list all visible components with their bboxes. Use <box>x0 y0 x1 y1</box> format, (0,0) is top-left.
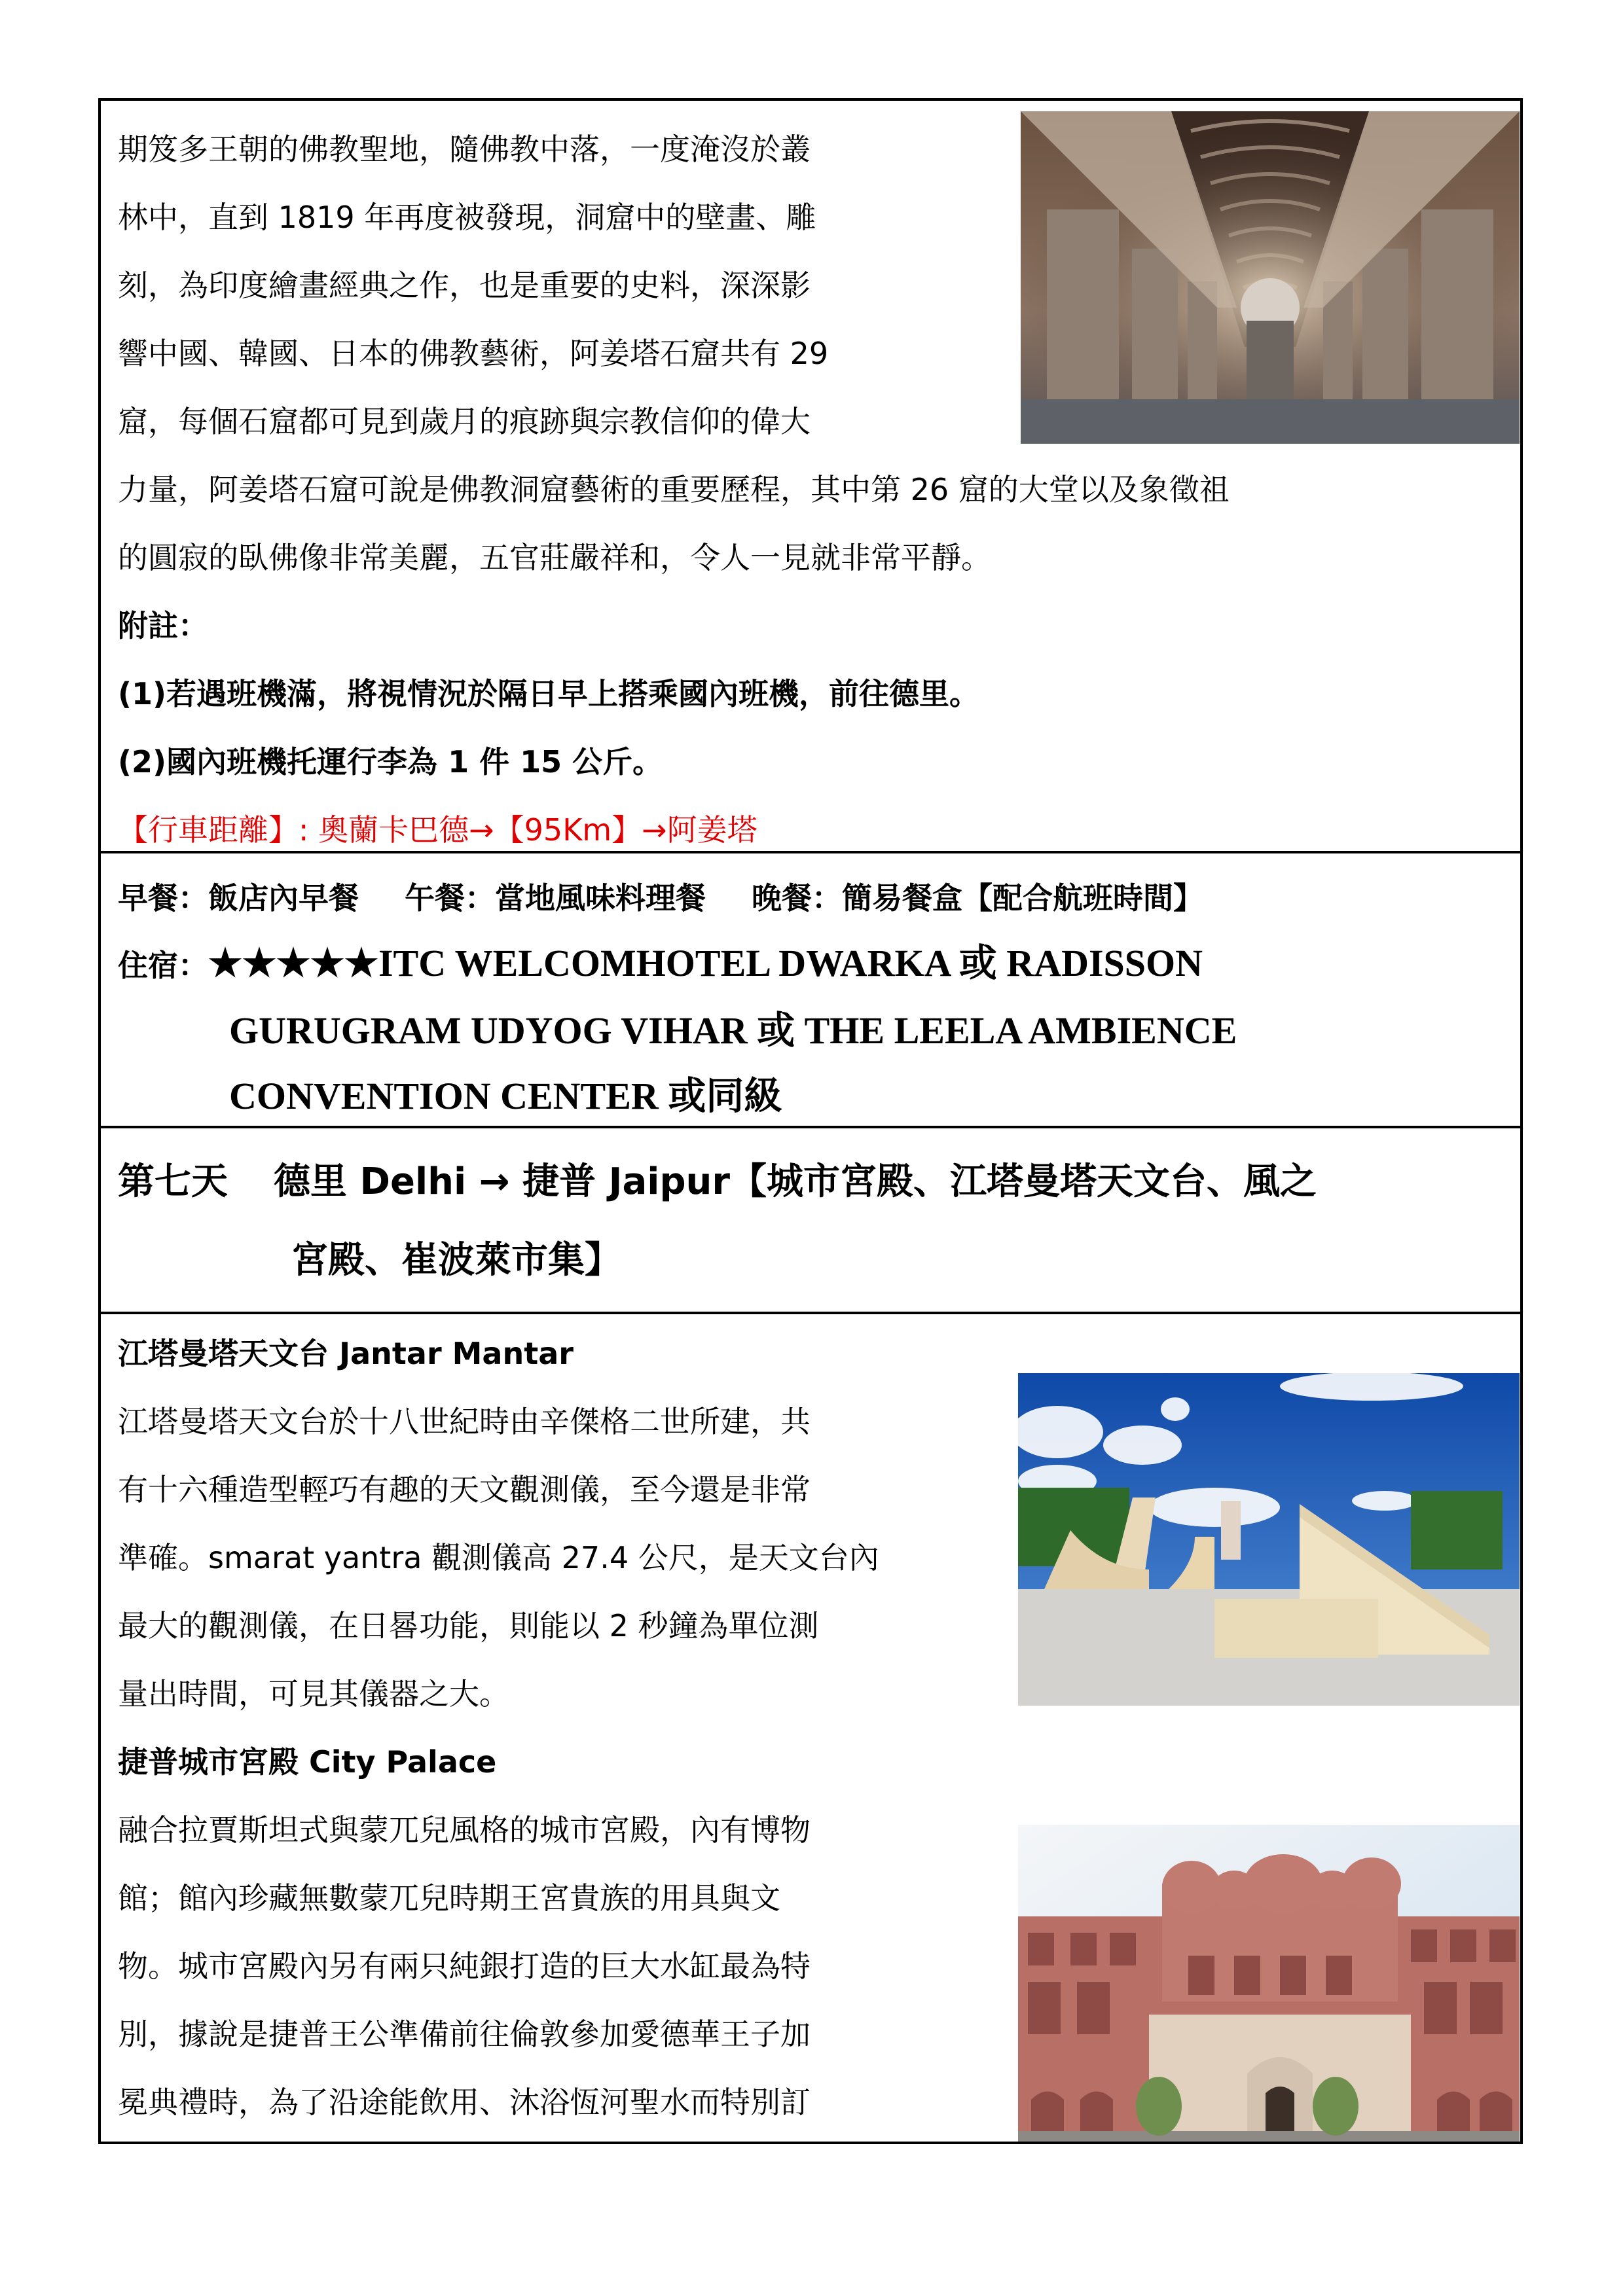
body-line: 準確。smarat yantra 觀測儀高 27.4 公尺，是天文台內 <box>118 1540 879 1575</box>
day-title <box>101 1143 1520 1221</box>
city-palace-photo <box>1018 1825 1520 2142</box>
ajanta-cave-interior-photo <box>1021 111 1520 444</box>
body-line: 有十六種造型輕巧有趣的天文觀測儀，至今還是非常 <box>118 1472 811 1507</box>
body-line: 窟，每個石窟都可見到歲月的痕跡與宗教信仰的偉大 <box>118 404 811 439</box>
day-label: 第七天 <box>118 1160 228 1203</box>
body-line: 響中國、韓國、日本的佛教藝術，阿姜塔石窟共有 29 <box>118 336 829 371</box>
hotel-options-cont: GURUGRAM UDYOG VIHAR 或 THE LEELA AMBIENCE <box>229 1009 1237 1052</box>
hotel-options-cont: CONVENTION CENTER 或同級 <box>229 1075 782 1117</box>
palace-image-icon <box>1018 1825 1520 2142</box>
driving-distance: 【行車距離】: 奧蘭卡巴德→【95Km】→阿姜塔 <box>118 812 757 848</box>
body-line: 江塔曼塔天文台於十八世紀時由辛傑格二世所建，共 <box>118 1404 811 1439</box>
lunch-info: 午餐：當地風味料理餐 <box>405 880 706 916</box>
body-line: 期笈多王朝的佛教聖地，隨佛教中落，一度淹沒於叢 <box>118 132 811 167</box>
body-line: 別，據說是捷普王公準備前往倫敦參加愛德華王子加 <box>118 2017 811 2052</box>
body-line: 刻，為印度繪畫經典之作，也是重要的史料，深深影 <box>118 268 811 303</box>
breakfast-info: 早餐：飯店內早餐 <box>118 880 359 916</box>
body-line: 量出時間，可見其儀器之大。 <box>118 1676 509 1712</box>
body-line: 最大的觀測儀，在日晷功能，則能以 2 秒鐘為單位測 <box>118 1608 819 1643</box>
body-line: 力量，阿姜塔石窟可說是佛教洞窟藝術的重要歷程，其中第 26 窟的大堂以及象徵祖 <box>118 472 1230 507</box>
route-cont: 宮殿、崔波萊市集】 <box>291 1239 621 1282</box>
lodging-label: 住宿： <box>118 948 208 983</box>
body-line: 冕典禮時，為了沿途能飲用、沐浴恆河聖水而特別訂 <box>118 2085 811 2120</box>
lodging-line <box>101 931 1520 998</box>
dinner-info: 晚餐：簡易餐盒【配合航班時間】 <box>752 880 1203 916</box>
body-line: 林中，直到 1819 年再度被發現，洞窟中的壁畫、雕 <box>118 200 816 235</box>
body-line: 融合拉賈斯坦式與蒙兀兒風格的城市宮殿，內有博物 <box>118 1812 811 1848</box>
cave-image-icon <box>1021 111 1520 444</box>
jantar-mantar-photo <box>1018 1373 1520 1706</box>
ajanta-description-row <box>101 101 1520 851</box>
itinerary-table <box>98 98 1523 2144</box>
hotel-options: ★★★★★ITC WELCOMHOTEL DWARKA 或 RADISSON <box>208 942 1203 984</box>
note-item: (2)國內班機托運行李為 1 件 15 公斤。 <box>118 744 663 780</box>
day-heading-row <box>101 1126 1520 1312</box>
attractions-row <box>101 1312 1520 2142</box>
attraction-title: 捷普城市宮殿 City Palace <box>118 1744 497 1780</box>
note-item: (1)若遇班機滿，將視情況於隔日早上搭乘國內班機，前往德里。 <box>118 676 980 711</box>
meals-line <box>101 865 1520 931</box>
observatory-image-icon <box>1018 1373 1520 1706</box>
note-heading: 附註： <box>118 608 208 643</box>
body-line: 的圓寂的臥佛像非常美麗，五官莊嚴祥和，令人一見就非常平靜。 <box>118 540 991 575</box>
body-line: 館；館內珍藏無數蒙兀兒時期王宮貴族的用具與文 <box>118 1880 780 1916</box>
route: 德里 Delhi → 捷普 Jaipur【城市宮殿、江塔曼塔天文台、風之 <box>274 1160 1317 1203</box>
attraction-title: 江塔曼塔天文台 Jantar Mantar <box>118 1336 574 1371</box>
meals-lodging-row <box>101 851 1520 1126</box>
body-line: 物。城市宮殿內另有兩只純銀打造的巨大水缸最為特 <box>118 1948 811 1984</box>
